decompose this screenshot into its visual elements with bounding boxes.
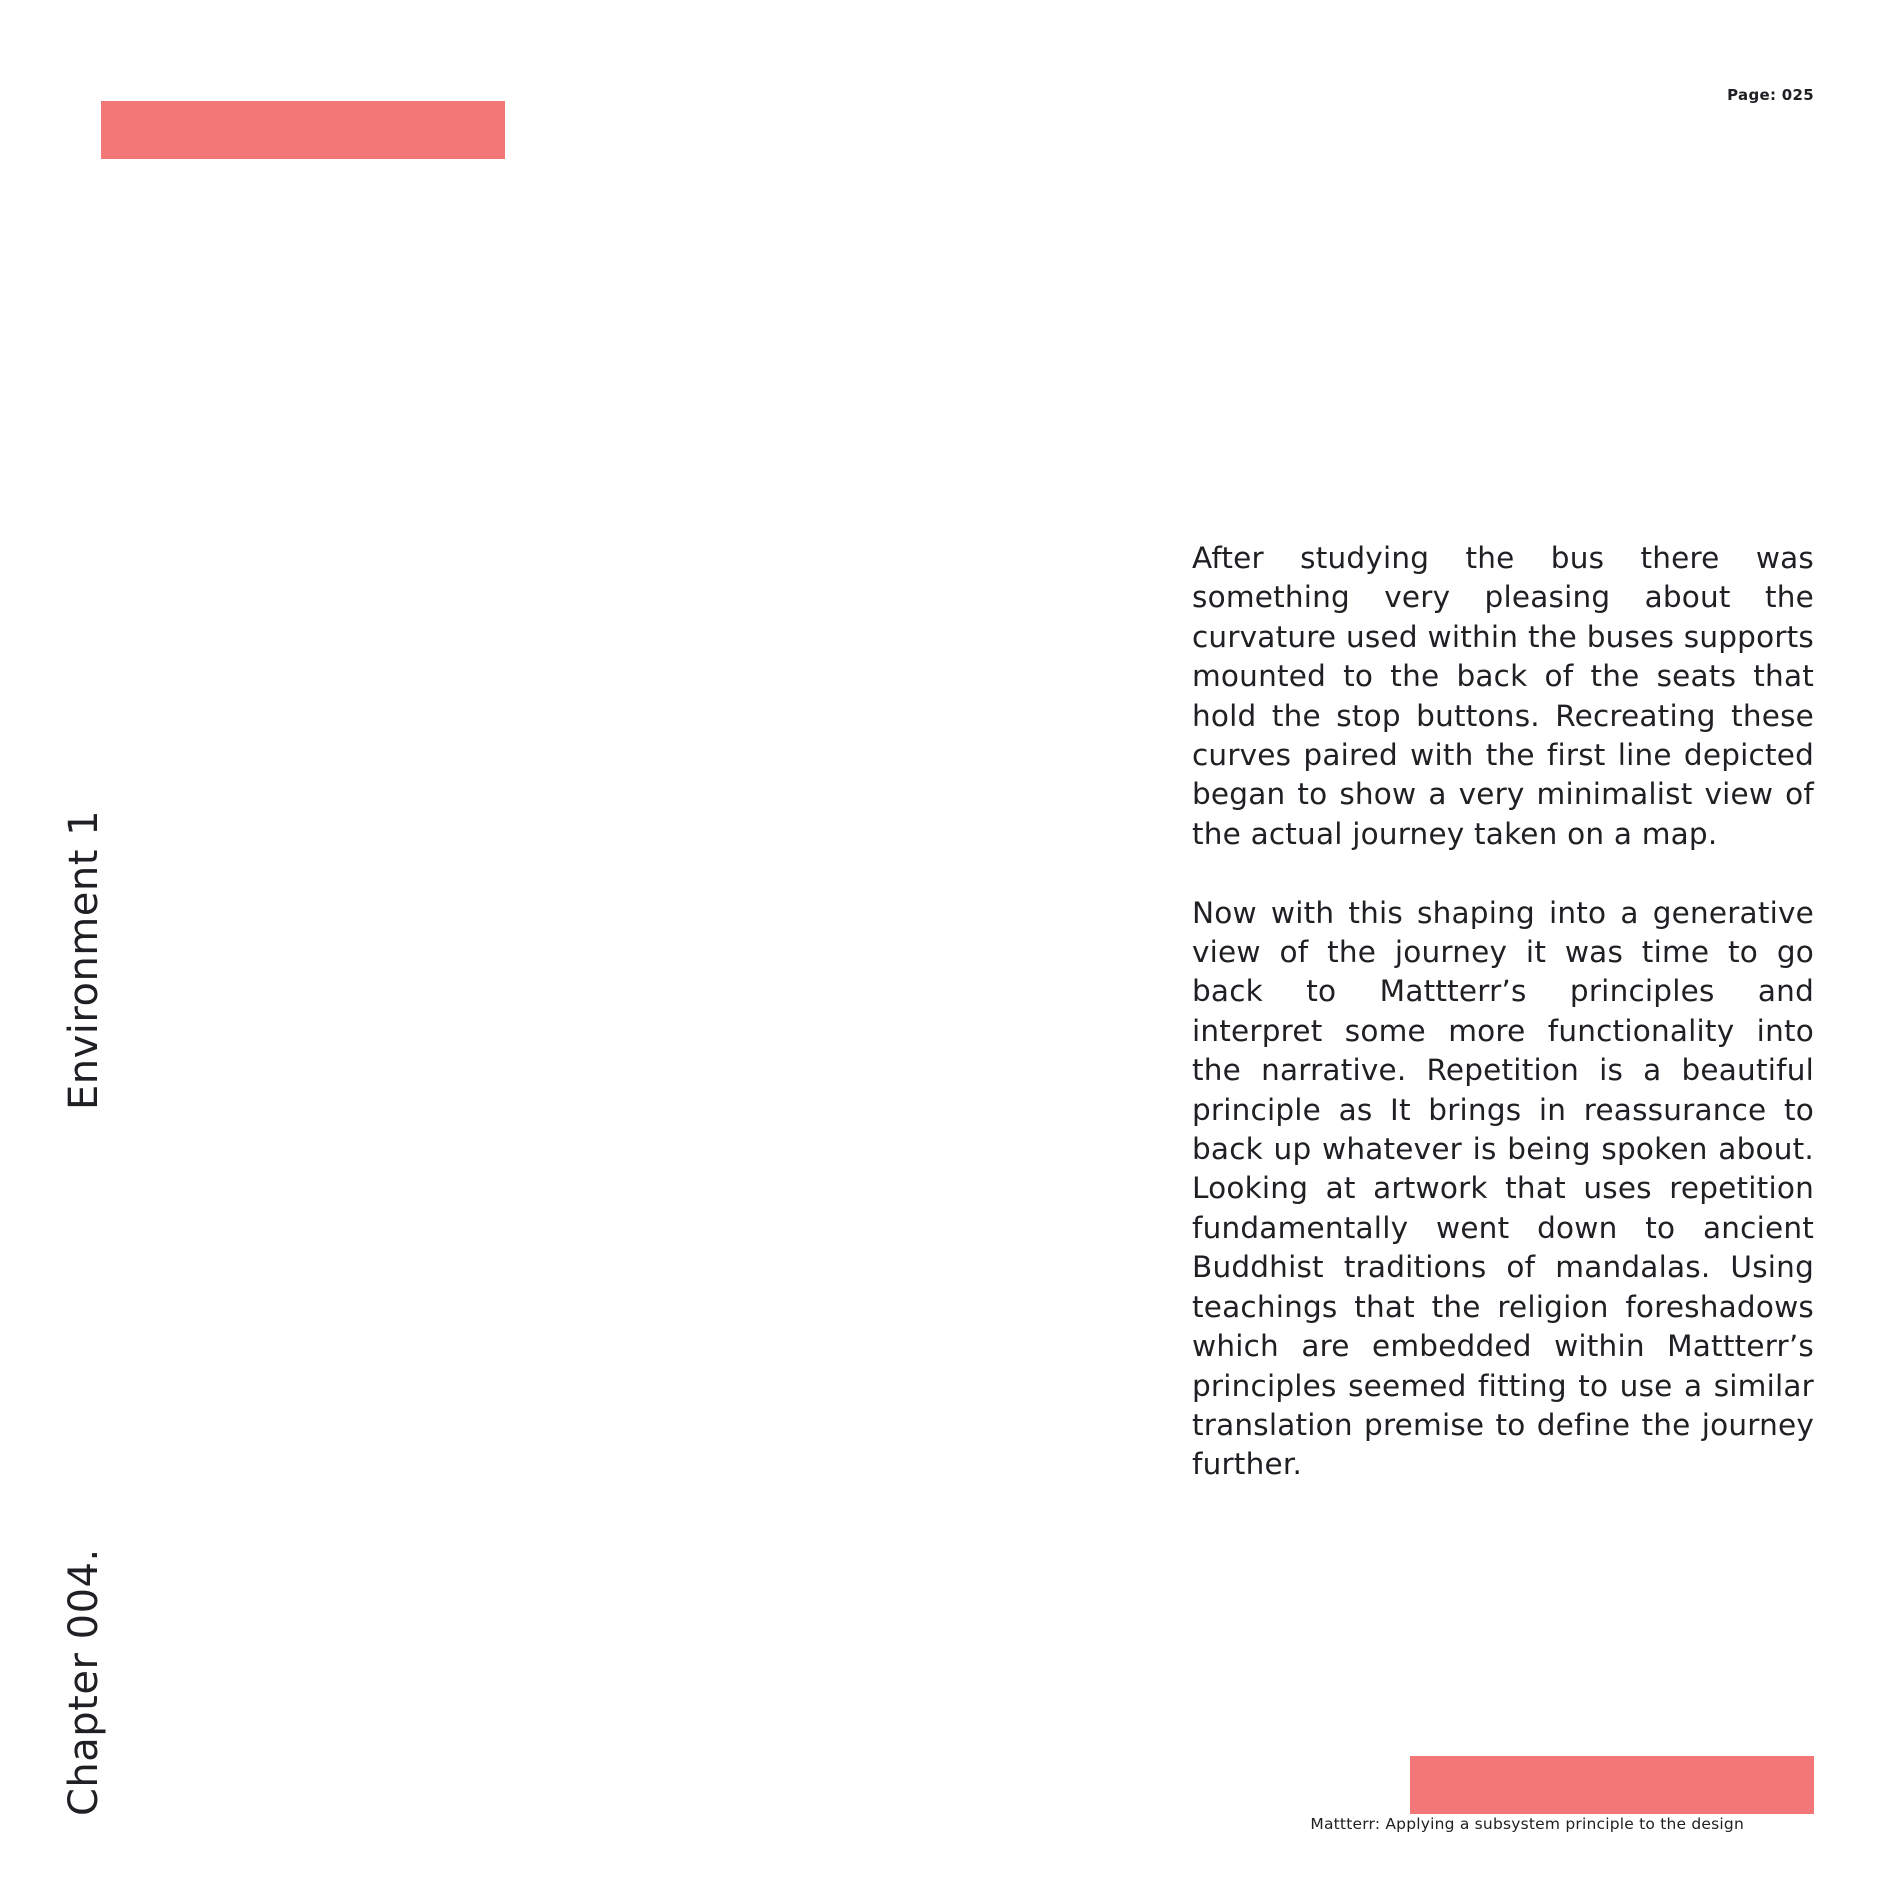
section-title: Environment 1 (61, 809, 107, 1110)
accent-bar-top (101, 101, 505, 159)
body-text (1192, 539, 1814, 1524)
figure-caption: Mattterr: Applying a subsystem principle to the design (1310, 1815, 1744, 1833)
accent-bar-bottom (1410, 1756, 1814, 1814)
paragraph-1: After studying the bus there was something very pleasing about the curvature used within the buses supports mounted to the back of the seats that hold the stop buttons. Recreating these curves paired with the first line depicted began to show a very minimalist view of the actual journey taken on a map. (1192, 541, 1814, 851)
paragraph-2: Now with this shaping into a generative view of the journey it was time to go back to Mattterr’s principles and interpret some more functionality into the narrative. Repetition is a beautiful principle as It brings in reassurance to back up whatever is being spoken about. Looking at artwork that uses repetition fundamentally went down to ancient Buddhist traditions of mandalas. Using teachings that the religion foreshadows which are embedded within Mattterr’s principles seemed fitting to use a similar translation premise to define the journey further. (1192, 895, 1814, 1482)
page-number: Page: 025 (1727, 86, 1814, 104)
chapter-title: Chapter 004. (61, 1548, 107, 1816)
